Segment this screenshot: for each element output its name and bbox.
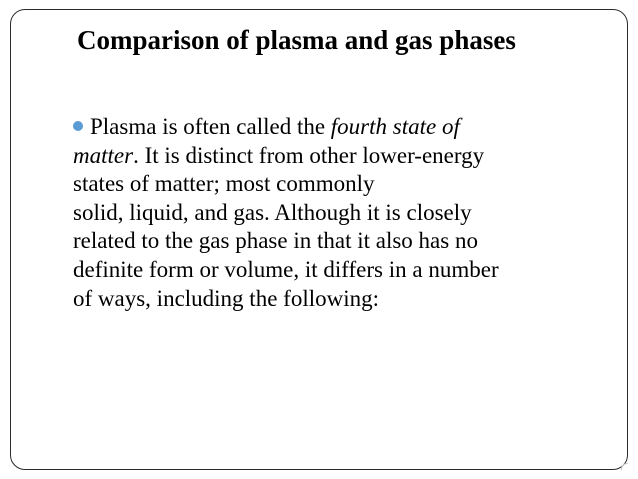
slide-title: Comparison of plasma and gas phases (77, 25, 516, 55)
bullet-line-2 (73, 142, 499, 171)
corner-decoration (621, 463, 628, 470)
bullet-line-7: of ways, including the following: (73, 285, 379, 311)
line2-rest: . It is distinct from other lower-energy (133, 142, 485, 168)
bullet-line-1 (73, 113, 499, 142)
line1-prefix: Plasma is often called the (90, 114, 331, 139)
line1-italic: fourth state of (330, 114, 460, 139)
bullet-line-5: related to the gas phase in that it also has no (73, 228, 478, 254)
line2-italic: matter (73, 142, 134, 168)
bullet-text (73, 113, 499, 313)
bullet-line-6: definite form or volume, it differs in a number (73, 256, 499, 282)
bullet-line-4: solid, liquid, and gas. Although it is closely (73, 199, 472, 225)
bullet-line-3: states of matter; most commonly (73, 171, 375, 197)
